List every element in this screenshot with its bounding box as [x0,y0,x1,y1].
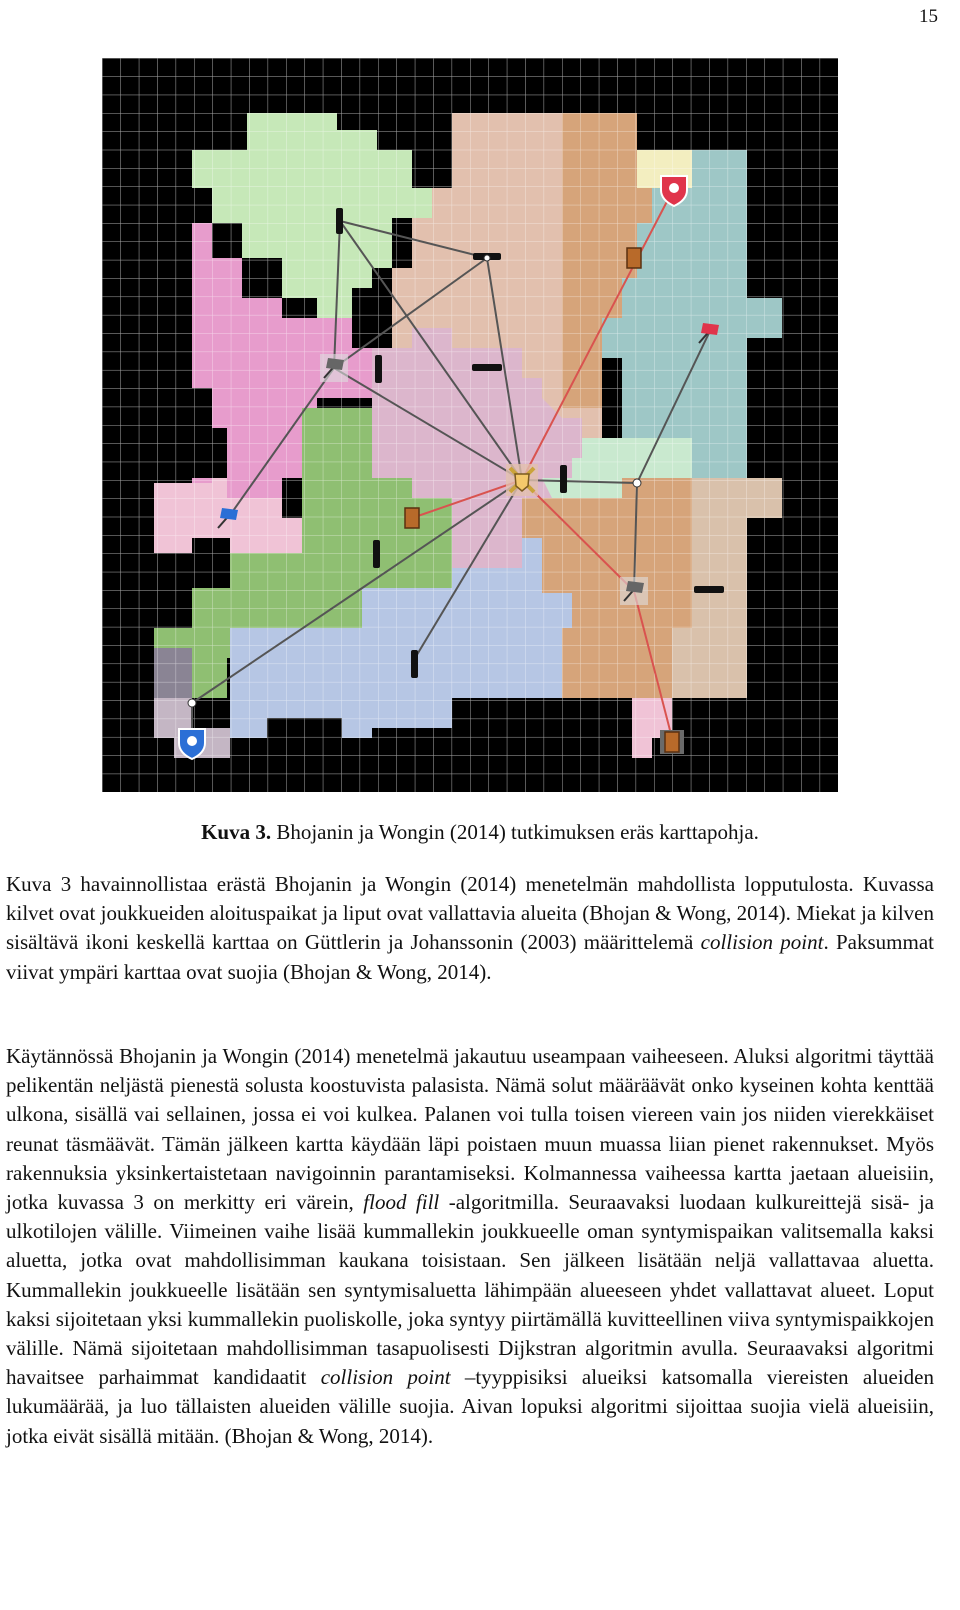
map-image [102,58,838,792]
flag-icon [620,577,648,605]
figure-caption [0,820,960,845]
paragraph-1-term: collision point [700,930,824,955]
paragraph-1-text-end: . Paksummat viivat ympäri karttaa ovat suojia (Bhojan & Wong, 2014). [6,930,934,984]
region-gray [154,648,192,698]
barrier-icon [411,650,418,678]
crossed-swords-icon [506,464,538,496]
paragraph-1 [6,870,934,987]
paragraph-2-term-flood-fill: flood fill [363,1190,440,1215]
barrier-icon [375,355,382,383]
paragraph-2-text-end: –tyyppisiksi alueiksi katsomalla viereisten alueiden lukumäärää, ja luo tällaisten alueiden välille suojia. Aivan lopuksi algoritmi sijoittaa suojia vielä alueisiin, jotka eivät sisällä mitään. (Bhojan & Wong, 2014). [6,1365,934,1448]
caption-text: Bhojanin ja Wongin (2014) tutkimuksen eräs karttapohja. [271,820,759,844]
paragraph-2-term-collision-point: collision point [320,1365,451,1390]
door-icon [660,730,684,754]
flag-icon [320,354,348,382]
paragraph-2-text: Käytännössä Bhojanin ja Wongin (2014) menetelmä jakautuu useampaan vaiheeseen. Aluksi algoritmi täyttää pelikentän neljästä pienestä solusta koostuvista palasista. Nämä solut määräävät onko kyseinen kohta kenttää ulkona, sisällä vai sellainen, jossa ei voi kulkea. Palanen voi tulla toisen viereen vain jos niiden vierekkäiset reunat täsmäävät. Tämän jälkeen kartta käydään läpi poistaen muun muassa liian pienet rakennukset. Myös rakennuksia yksinkertaistetaan navigoinnin parantamiseksi. Kolmannessa vaiheessa kartta jaetaan alueisiin, jotka kuvassa 3 on merkitty eri värein, [6,1044,934,1215]
map-figure [102,58,838,792]
barrier-icon [694,586,724,593]
door-icon [405,508,419,528]
barrier-icon [472,364,502,371]
page-number: 15 [919,6,938,27]
door-icon [627,248,641,268]
paragraph-2 [6,1042,934,1451]
paragraph-2-text-mid: -algoritmilla. Seuraavaksi luodaan kulkureittejä sisä- ja ulkotilojen välille. Viimeinen vaihe lisää kummallekin joukkueelle oman syntymispaikan valitsemalla kaksi aluetta, jotka ovat mahdollisimman kaukana toisistaan. Sen jälkeen lisätään neljä vallattavaa aluetta. Kummallekin joukkueelle lisätään sen syntymisaluetta lähimpään alueeseen yhdet vallattavat alueet. Loput kaksi sijoitetaan yksi kummallekin puoliskolle, joka syntyy piirtämällä kuvitteellinen viiva syntymispaikkojen välille. Nämä sijoitetaan mahdollisimman tasapuolisesti Dijkstran algoritmin avulla. Seuraavaksi algoritmi havaitsee parhaimmat kandidaatit [6,1190,935,1390]
barrier-icon [560,465,567,493]
barrier-icon [336,208,343,234]
paragraph-1-text: Kuva 3 havainnollistaa erästä Bhojanin ja Wongin (2014) menetelmän mahdollista lopputulosta. Kuvassa kilvet ovat joukkueiden aloituspaikat ja liput ovat vallattavia alueita (Bhojan & Wong, 2014). Miekat ja kilven sisältävä ikoni keskellä karttaa on Güttlerin ja Johanssonin (2003) määrittelemä [6,872,934,955]
caption-label: Kuva 3. [201,820,272,844]
barrier-icon [373,540,380,568]
